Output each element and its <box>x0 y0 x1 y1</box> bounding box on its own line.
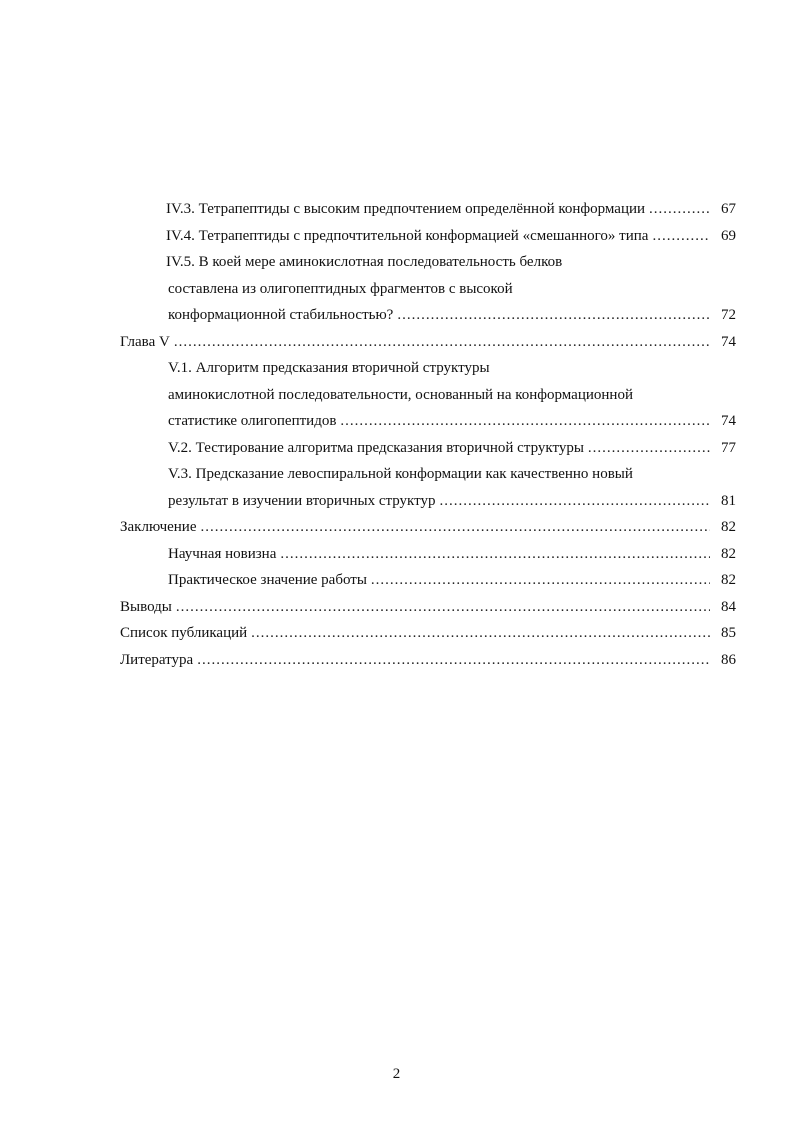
toc-entry-page: 67 <box>721 201 736 217</box>
toc-entry-page: 82 <box>721 519 736 535</box>
toc-entry-page: 81 <box>721 492 736 509</box>
toc-entry-title-line: V.1. Алгоритм предсказания вторичной структуры <box>168 360 490 376</box>
toc-entry-page: 82 <box>721 545 736 562</box>
toc-entry-title-line: V.3. Предсказание левоспиральной конформации как качественно новый <box>168 466 633 482</box>
toc-entry-title: Литература <box>120 651 194 668</box>
toc-entry-chapter-v <box>120 329 736 356</box>
toc-entry-title: IV.3. Тетрапептиды с высоким предпочтением определённой конформации <box>166 201 646 217</box>
toc-dot-leader <box>197 647 710 674</box>
toc-entry-page: 77 <box>721 439 736 456</box>
toc-entry-findings <box>120 594 736 621</box>
toc-entry-title: Заключение <box>120 519 197 535</box>
toc-dot-leader <box>649 196 710 223</box>
toc-entry-title-line: IV.5. В коей мере аминокислотная последовательность белков <box>166 254 563 270</box>
toc-entry-page: 72 <box>721 307 736 323</box>
toc-entry-title: Выводы <box>120 598 172 615</box>
toc-entry-title: конформационной стабильностью? <box>168 307 394 323</box>
toc-entry-publications <box>120 620 736 647</box>
toc-entry-title: Научная новизна <box>168 545 277 562</box>
toc-entry-page: 85 <box>721 625 736 641</box>
toc-entry-title-line: составлена из олигопептидных фрагментов с высокой <box>168 280 513 297</box>
toc-entry-v-1-line2 <box>120 382 736 409</box>
toc-entry-title-line: аминокислотной последовательности, основанный на конформационной <box>168 386 633 403</box>
toc-entry-iv-5 <box>120 302 736 329</box>
page-number: 2 <box>392 1066 401 1082</box>
toc-entry-practical-value <box>120 567 736 594</box>
toc-entry-page: 74 <box>721 333 736 350</box>
toc-entry-title: Практическое значение работы <box>168 572 367 588</box>
toc-entry-page: 82 <box>721 572 736 588</box>
toc-entry-novelty <box>120 541 736 568</box>
toc-dot-leader <box>371 567 710 594</box>
toc-entry-v-1-line1 <box>120 355 736 382</box>
toc-entry-title: результат в изучении вторичных структур <box>168 492 436 509</box>
toc-dot-leader <box>251 620 710 647</box>
toc-entry-page: 74 <box>721 413 736 429</box>
table-of-contents <box>120 196 736 673</box>
toc-entry-title: статистике олигопептидов <box>168 413 337 429</box>
toc-entry-iv-3 <box>120 196 736 223</box>
toc-dot-leader <box>652 223 710 250</box>
toc-entry-iv-4 <box>120 223 736 250</box>
toc-entry-page: 84 <box>721 598 736 615</box>
toc-dot-leader <box>280 541 710 568</box>
toc-entry-v-1 <box>120 408 736 435</box>
toc-entry-conclusion <box>120 514 736 541</box>
toc-entry-page: 69 <box>721 227 736 244</box>
toc-dot-leader <box>201 514 711 541</box>
toc-dot-leader <box>440 488 710 515</box>
toc-dot-leader <box>176 594 710 621</box>
toc-entry-literature <box>120 647 736 674</box>
toc-entry-title: V.2. Тестирование алгоритма предсказания вторичной структуры <box>168 439 584 456</box>
toc-entry-page: 86 <box>721 651 736 668</box>
toc-entry-title: IV.4. Тетрапептиды с предпочтительной конформацией «смешанного» типа <box>166 227 649 244</box>
toc-entry-v-3 <box>120 488 736 515</box>
toc-entry-title: Глава V <box>120 333 170 350</box>
toc-dot-leader <box>397 302 710 329</box>
toc-entry-title: Список публикаций <box>120 625 248 641</box>
toc-entry-v-2 <box>120 435 736 462</box>
toc-dot-leader <box>588 435 710 462</box>
toc-entry-iv-5-line2 <box>120 276 736 303</box>
toc-dot-leader <box>340 408 710 435</box>
toc-dot-leader <box>174 329 710 356</box>
toc-entry-v-3-line1 <box>120 461 736 488</box>
toc-entry-iv-5-line1 <box>120 249 736 276</box>
